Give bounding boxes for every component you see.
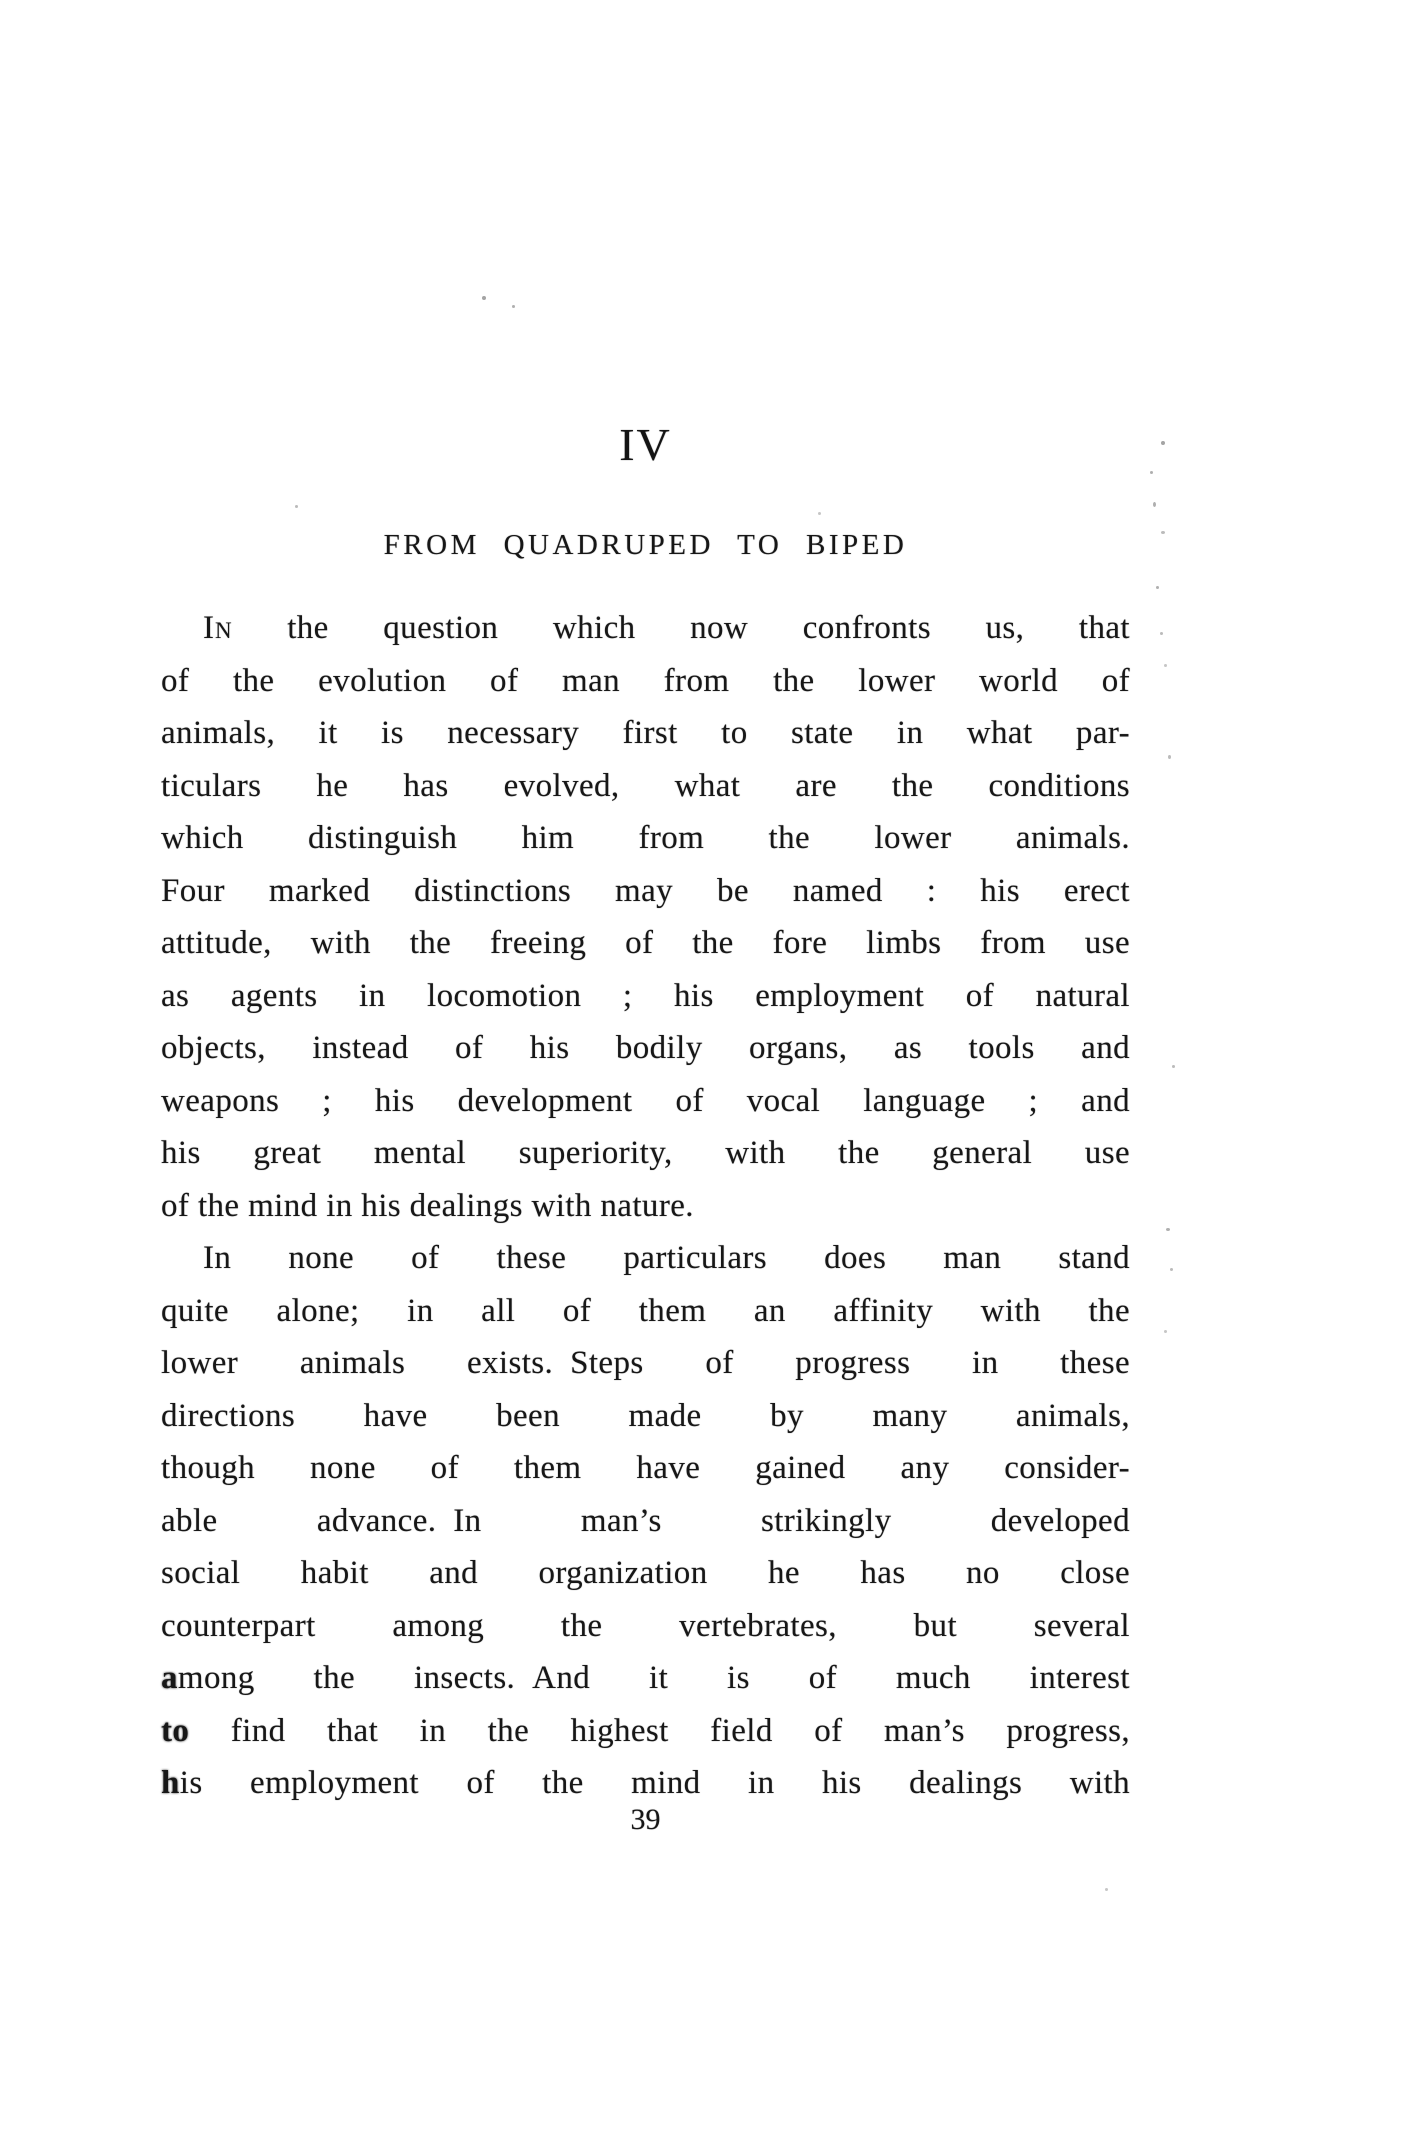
scan-speck — [1172, 1065, 1175, 1068]
line-text: the question which now confronts us, that — [232, 610, 1130, 646]
text-line: able advance. In man’s strikingly developed — [161, 1502, 1130, 1539]
scan-speck — [1170, 1268, 1173, 1271]
scan-speck — [512, 305, 515, 308]
scan-speck — [1105, 1888, 1108, 1891]
smallcaps-lead: In — [203, 610, 233, 646]
text-line — [161, 602, 1130, 655]
text-line: of the mind in his dealings with nature. — [161, 1187, 694, 1224]
text-line: animals, it is necessary first to state in what par- — [161, 715, 1130, 751]
text-line: objects, instead of his bodily organs, as tools and — [161, 1030, 1130, 1066]
line-text: is employment of the mind in his dealings with — [179, 1765, 1130, 1801]
text-line: Four marked distinctions may be named : his erect — [161, 872, 1130, 909]
scan-speck — [1168, 755, 1171, 759]
line-text: mong the insects. And it is of much interest — [177, 1660, 1130, 1696]
scan-speck — [1166, 1228, 1170, 1231]
text-line — [161, 1705, 1130, 1758]
text-line: of the evolution of man from the lower world of — [161, 662, 1130, 699]
chapter-title: FROM QUADRUPED TO BIPED — [383, 529, 908, 561]
scan-speck — [1156, 586, 1159, 589]
text-line — [161, 1652, 1130, 1705]
text-line: social habit and organization he has no close — [161, 1555, 1130, 1591]
text-line: lower animals exists. Steps of progress in these — [161, 1345, 1130, 1381]
text-line: quite alone; in all of them an affinity with the — [161, 1292, 1130, 1329]
page-number: 39 — [630, 1803, 661, 1836]
ink-smudge-lead: h — [161, 1765, 180, 1801]
scan-speck — [482, 296, 486, 300]
scan-speck — [1164, 1330, 1167, 1333]
text-line: as agents in locomotion ; his employment of natural — [161, 977, 1130, 1014]
scan-speck — [1150, 471, 1153, 474]
ink-smudge-lead: to — [161, 1712, 190, 1749]
text-line: attitude, with the freeing of the fore limbs from use — [161, 925, 1130, 961]
text-line: counterpart among the vertebrates, but several — [161, 1607, 1130, 1644]
ink-smudge-lead: a — [161, 1660, 178, 1696]
text-line: ticulars he has evolved, what are the conditions — [161, 767, 1130, 804]
scan-speck — [818, 512, 821, 515]
text-line: In none of these particulars does man stand — [203, 1240, 1130, 1276]
text-line: weapons ; his development of vocal language ; and — [161, 1082, 1130, 1119]
scan-speck — [1160, 632, 1163, 635]
page-body — [161, 602, 1130, 1810]
text-line: though none of them have gained any consider- — [161, 1450, 1130, 1486]
scan-speck — [1164, 664, 1167, 667]
chapter-number: IV — [619, 419, 672, 470]
line-text: find that in the highest field of man’s progress, — [189, 1712, 1130, 1749]
scan-speck — [1161, 531, 1165, 534]
scan-speck — [1161, 441, 1165, 445]
scan-speck — [1153, 502, 1156, 507]
text-line: which distinguish him from the lower animals. — [161, 820, 1130, 856]
text-line: directions have been made by many animals, — [161, 1397, 1130, 1434]
text-line: his great mental superiority, with the general use — [161, 1135, 1130, 1171]
scan-speck — [295, 505, 298, 508]
